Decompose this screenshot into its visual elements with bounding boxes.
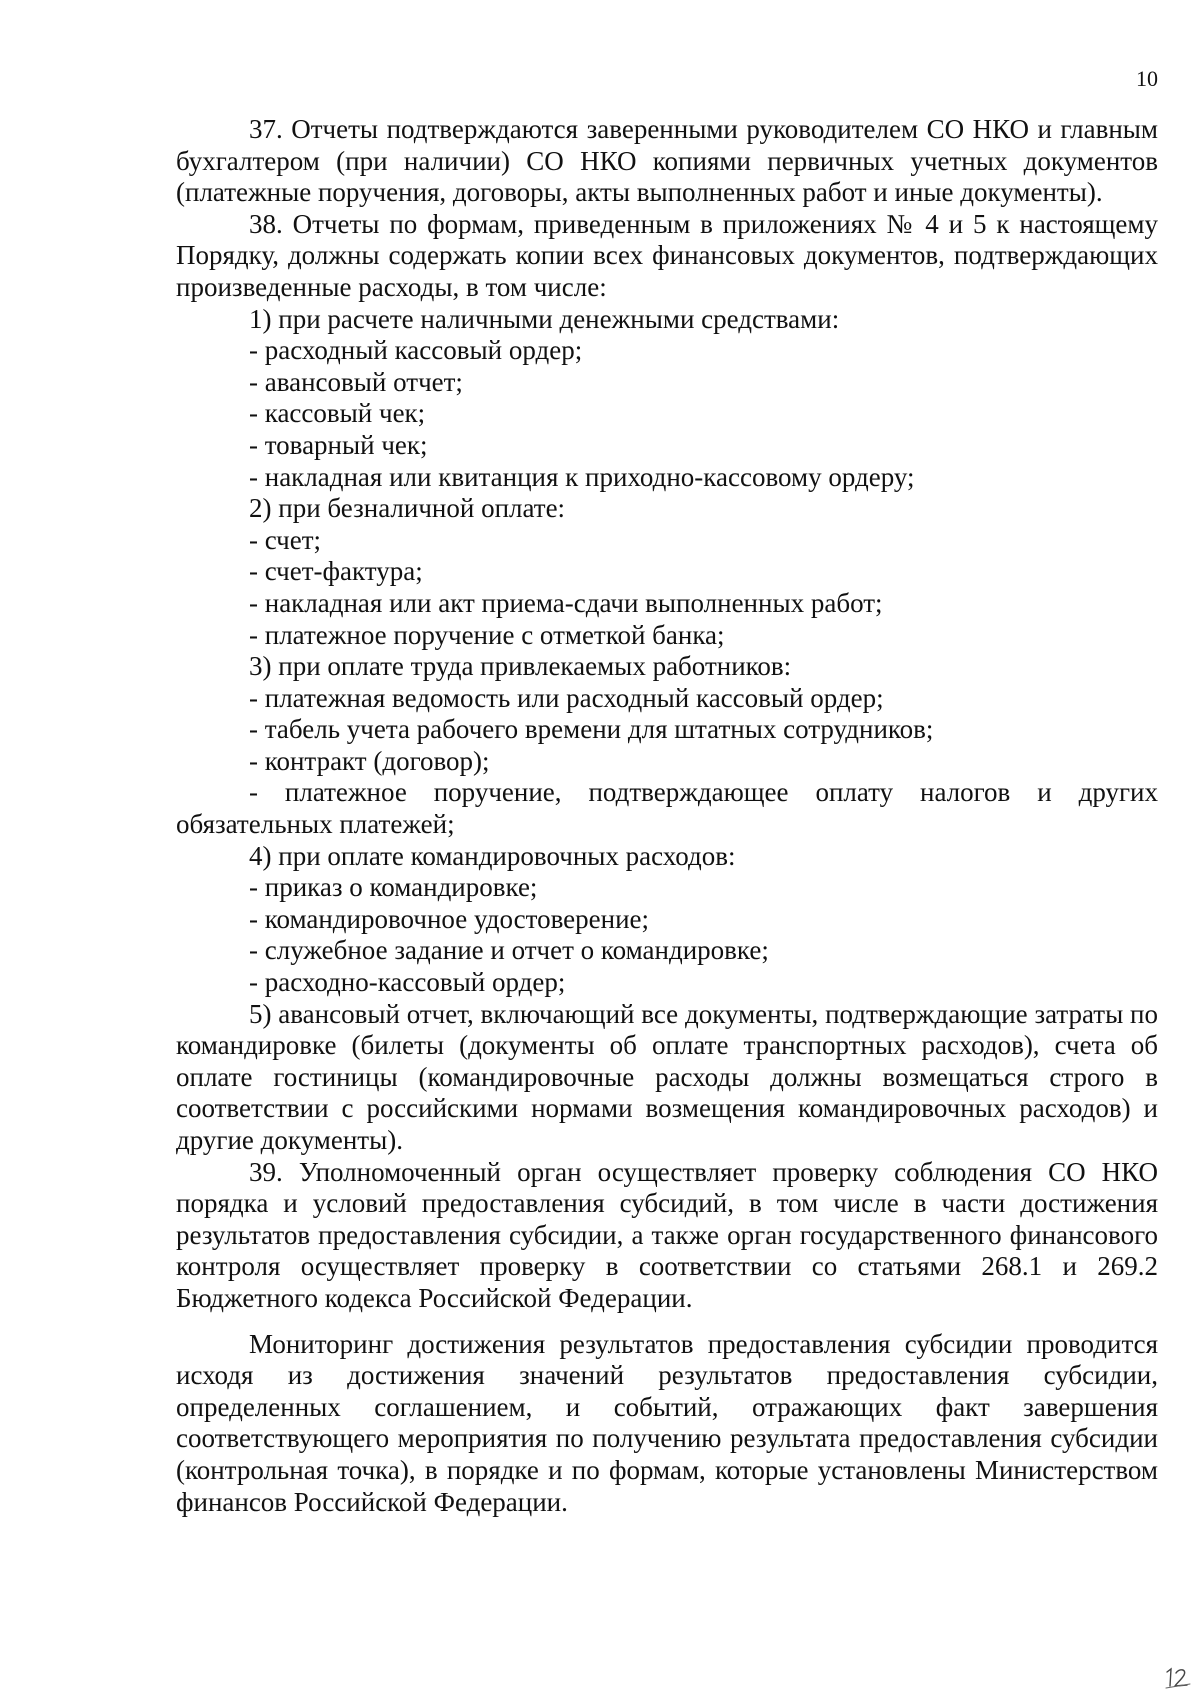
list-item: - платежная ведомость или расходный кассовый ордер;: [249, 682, 884, 713]
list-item: - счет-фактура;: [249, 556, 423, 587]
page-number: 10: [1136, 66, 1158, 91]
list-item: - табель учета рабочего времени для штатных сотрудников;: [249, 714, 934, 745]
subsection-4-heading: 4) при оплате командировочных расходов:: [249, 840, 736, 871]
paragraph-monitoring: Мониторинг достижения результатов предоставления субсидии проводится исходя из достижения значений результатов предоставления субсидии, определенных соглашением, и событий, отражающих факт завершения соответствующего мероприятия по получению результата предоставления субсидии (контрольная точка), в порядке и по формам, которые установлены Министерством финансов Российской Федерации.: [176, 1328, 1158, 1517]
list-item: - служебное задание и отчет о командировке;: [249, 935, 769, 966]
paragraph-37: 37. Отчеты подтверждаются заверенными руководителем СО НКО и главным бухгалтером (при наличии) СО НКО копиями первичных учетных документов (платежные поручения, договоры, акты выполненных работ и иные документы).: [176, 114, 1158, 208]
paragraph-39: 39. Уполномоченный орган осуществляет проверку соблюдения СО НКО порядка и условий предоставления субсидий, в том числе в части достижения результатов предоставления субсидии, а также орган государственного финансового контроля осуществляет проверку в соответствии со статьями 268.1 и 269.2 Бюджетного кодекса Российской Федерации.: [176, 1156, 1158, 1313]
list-item: - платежное поручение с отметкой банка;: [249, 619, 725, 650]
list-item: - расходный кассовый ордер;: [249, 335, 583, 366]
list-item: - кассовый чек;: [249, 398, 426, 429]
handwritten-page-mark: [1163, 1664, 1195, 1692]
list-item: - накладная или акт приема-сдачи выполненных работ;: [249, 587, 883, 618]
list-item: - счет;: [249, 524, 322, 555]
list-item: - накладная или квитанция к приходно-кассовому ордеру;: [249, 461, 915, 492]
list-item-wrapped: - платежное поручение, подтверждающее оплату налогов и других обязательных платежей;: [176, 777, 1158, 840]
subsection-5: 5) авансовый отчет, включающий все документы, подтверждающие затраты по командировке (билеты (документы об оплате транспортных расходов), счета об оплате гостиницы (командировочные расходы должны возмещаться строго в соответствии с российскими нормами возмещения командировочных расходов) и другие документы).: [176, 998, 1158, 1155]
list-item: - контракт (договор);: [249, 745, 490, 776]
subsection-3-heading: 3) при оплате труда привлекаемых работников:: [249, 651, 792, 682]
list-item: - товарный чек;: [249, 429, 428, 460]
paragraph-38: 38. Отчеты по формам, приведенным в приложениях № 4 и 5 к настоящему Порядку, должны содержать копии всех финансовых документов, подтверждающих произведенные расходы, в том числе:: [176, 208, 1158, 302]
subsection-1-heading: 1) при расчете наличными денежными средствами:: [249, 303, 840, 334]
list-item: - командировочное удостоверение;: [249, 903, 650, 934]
list-item: - приказ о командировке;: [249, 872, 538, 903]
subsection-2-heading: 2) при безналичной оплате:: [249, 493, 566, 524]
list-item: - расходно-кассовый ордер;: [249, 967, 566, 998]
document-body: [176, 114, 1158, 1518]
list-item: - авансовый отчет;: [249, 366, 463, 397]
